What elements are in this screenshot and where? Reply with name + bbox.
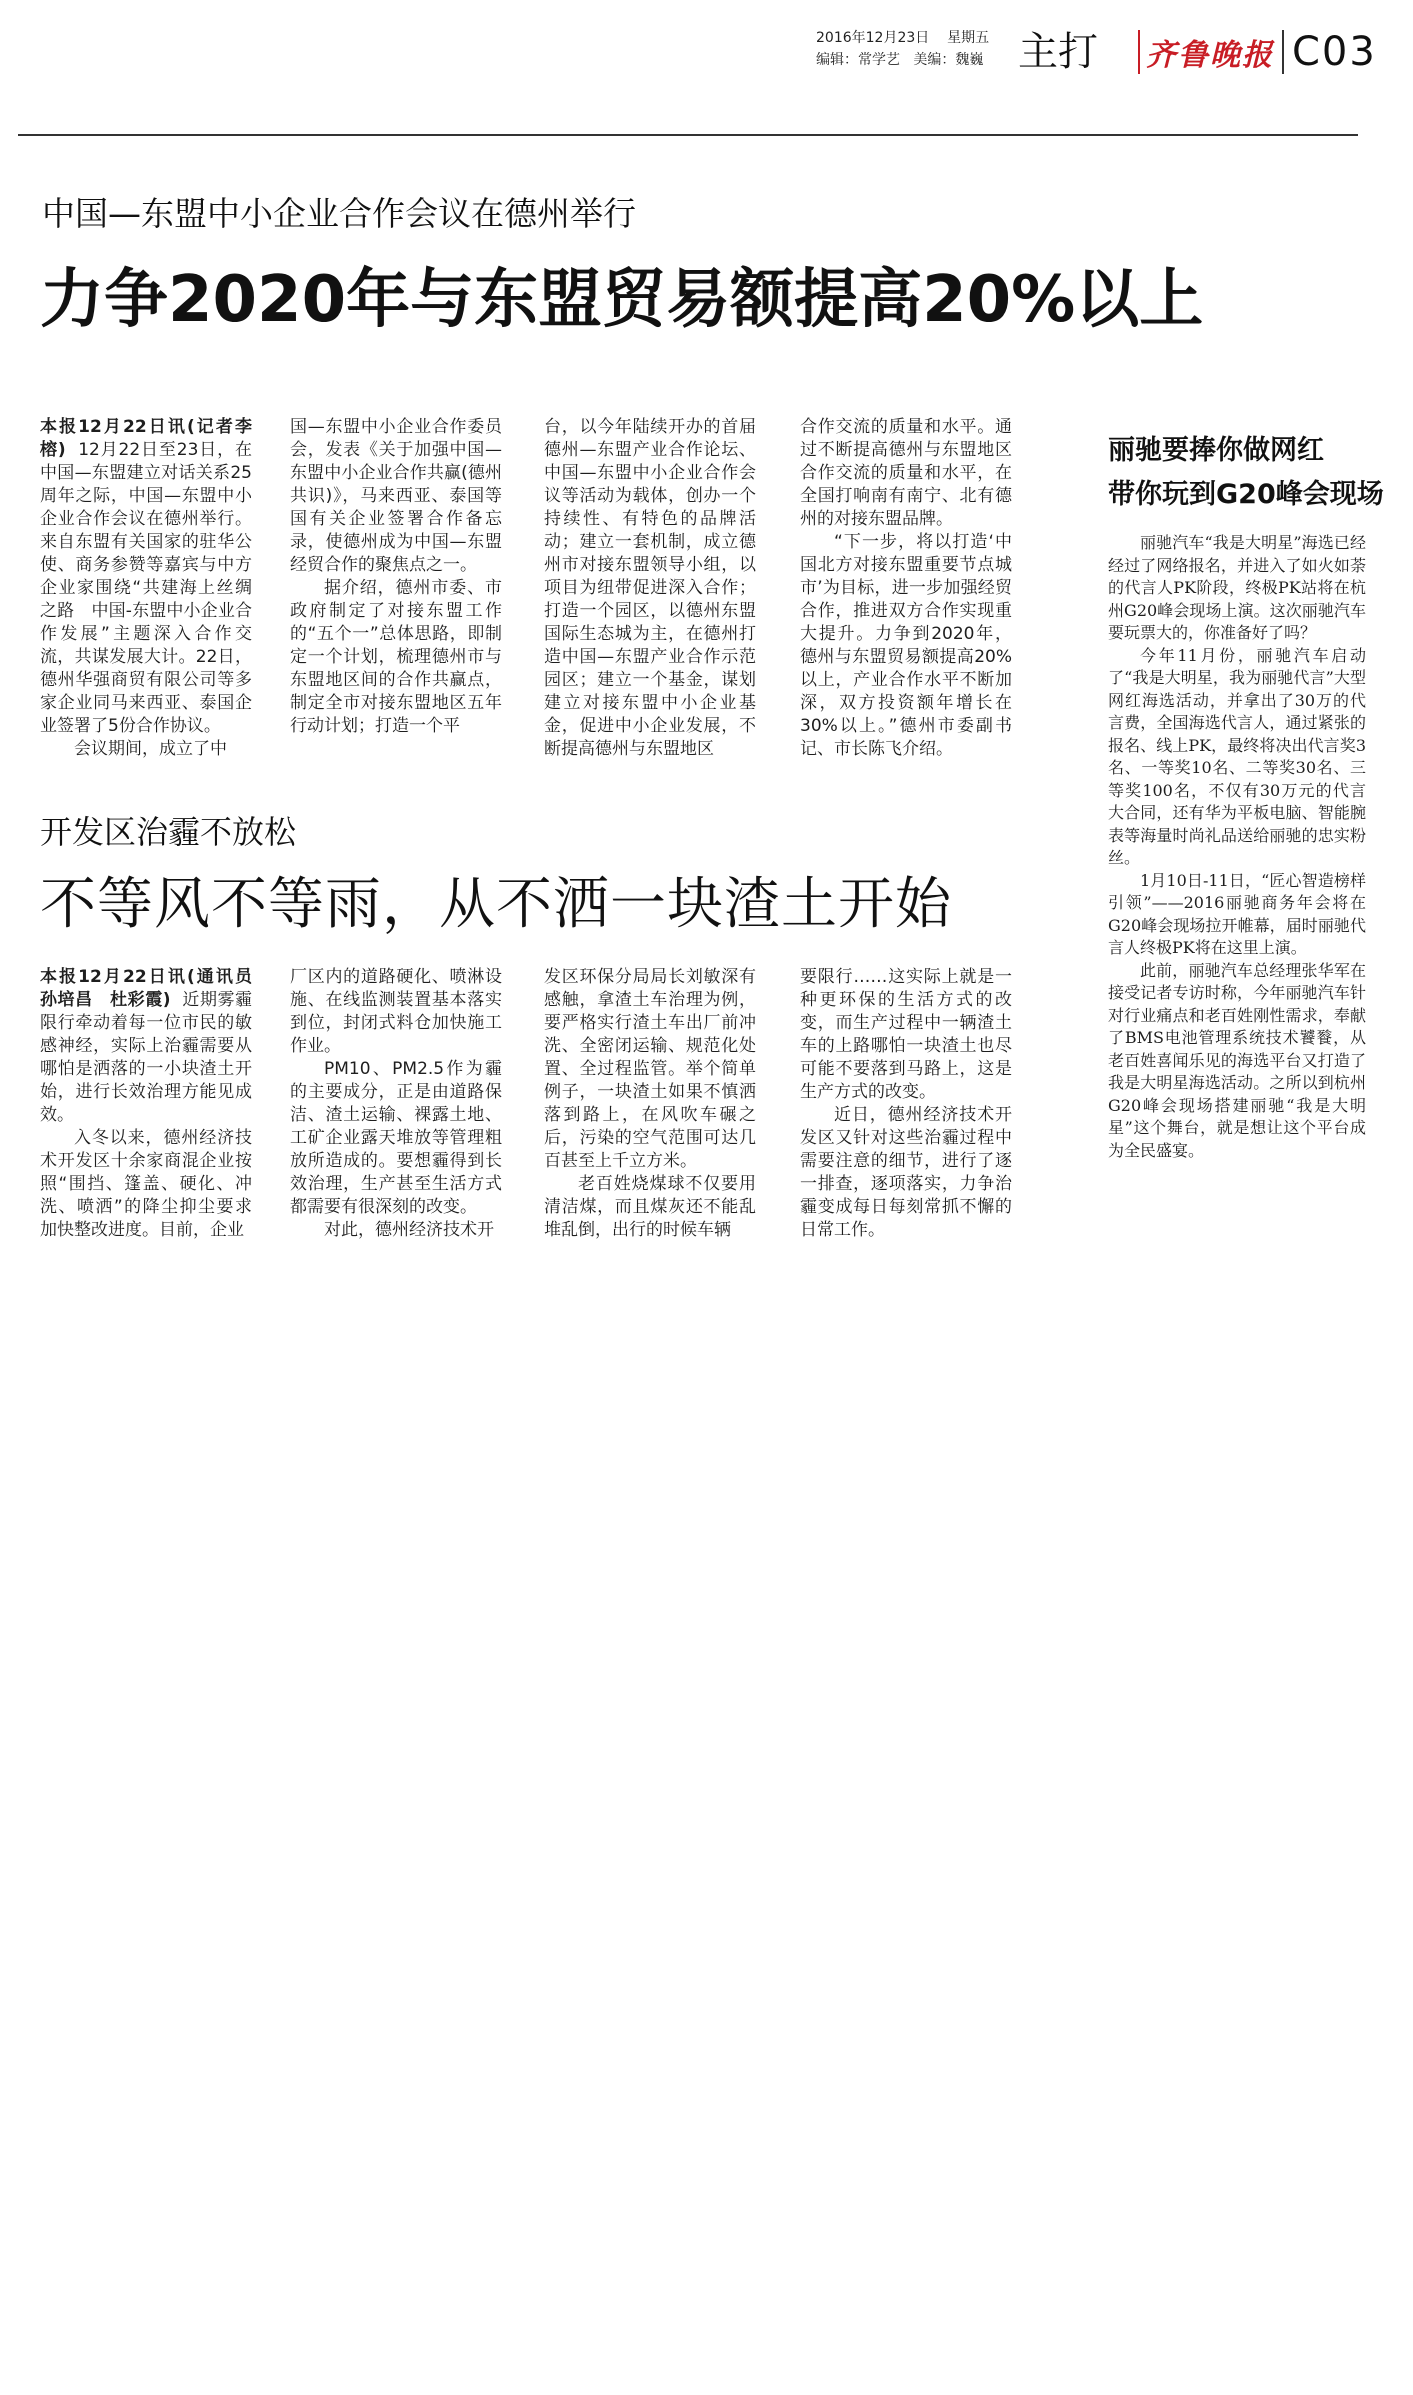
article2-paragraph: 入冬以来，德州经济技术开发区十余家商混企业按照“围挡、篷盖、硬化、冲洗、喷洒”的降尘抑尘要求加快整改进度。目前，企业 xyxy=(40,1128,252,1240)
article2-paragraph: 要限行……这实际上就是一种更环保的生活方式的改变，而生产过程中一辆渣土车的上路哪怕一块渣土也尽可能不要落到马路上，这是生产方式的改变。 xyxy=(800,967,1012,1102)
sidebar-paragraph: 此前，丽驰汽车总经理张华军在接受记者专访时称，今年丽驰汽车针对行业痛点和老百姓刚性需求，奉献了BMS电池管理系统技术饕餮，从老百姓喜闻乐见的海选平台又打造了我是大明星海选活动。之所以到杭州G20峰会现场搭建丽驰“我是大明星”这个舞台，就是想让这个平台成为全民盛宴。 xyxy=(1108,960,1366,1160)
article1-byline: 本报12月22日讯(记者李榕) xyxy=(40,417,252,460)
editor-credit: 编辑：常学艺 xyxy=(816,52,900,68)
paper-logo: 齐鲁晚报 xyxy=(1146,38,1274,73)
article2-column-4 xyxy=(800,966,1012,1242)
article2-headline: 不等风不等雨，从不洒一块渣土开始 xyxy=(40,872,952,937)
article2-column-2 xyxy=(290,966,502,1242)
article1-paragraph: 12月22日至23日，在中国—东盟建立对话关系25周年之际，中国—东盟中小企业合作会议在德州举行。来自东盟有关国家的驻华公使、商务参赞等嘉宾与中方企业家围绕“共建海上丝绸之路 中国-东盟中小企业合作发展”主题深入合作交流，共谋发展大计。22日，德州华强商贸有限公司等多家企业同马来西亚、泰国企业签署了5份合作协议。 xyxy=(40,440,252,736)
sidebar-body xyxy=(1108,532,1366,1162)
article2-paragraph: 近期雾霾限行牵动着每一位市民的敏感神经，实际上治霾需要从哪怕是洒落的一小块渣土开始，进行长效治理方能见成效。 xyxy=(40,990,253,1125)
article2-paragraph: 发区环保分局局长刘敏深有感触，拿渣土车治理为例，要严格实行渣土车出厂前冲洗、全密闭运输、规范化处置、全过程监管。举个简单例子，一块渣土如果不慎洒落到路上，在风吹车碾之后，污染的空气范围可达几百甚至上千立方米。 xyxy=(544,967,756,1171)
article1-paragraph: 台，以今年陆续开办的首届德州—东盟产业合作论坛、中国—东盟中小企业合作会议等活动为载体，创办一个持续性、有特色的品牌活动；建立一套机制，成立德州市对接东盟领导小组，以项目为纽带促进深入合作；打造一个园区，以德州东盟国际生态城为主，在德州打造中国—东盟产业合作示范园区；建立一个基金，谋划建立对接东盟中小企业基金，促进中小企业发展，不断提高德州与东盟地区 xyxy=(544,417,756,759)
article1-headline: 力争2020年与东盟贸易额提高20%以上 xyxy=(40,263,1204,337)
article2-kicker: 开发区治霾不放松 xyxy=(40,813,297,851)
article2-paragraph: 对此，德州经济技术开 xyxy=(324,1220,494,1240)
section-label: 主打 xyxy=(1018,29,1098,75)
issue-weekday: 星期五 xyxy=(947,30,990,46)
article2-byline: 本报12月22日讯(通讯员 孙培昌 杜彩霞) xyxy=(40,967,252,1010)
page-number: C03 xyxy=(1292,29,1377,75)
article1-kicker: 中国—东盟中小企业合作会议在德州举行 xyxy=(42,194,636,233)
header-rule xyxy=(18,134,1358,136)
designer-credit: 美编：魏巍 xyxy=(913,52,984,68)
article1-paragraph: “下一步，将以打造‘中国北方对接东盟重要节点城市’为目标，进一步加强经贸合作，推进双方合作实现重大提升。力争到2020年，德州与东盟贸易额提高20%以上，产业合作水平不断加深，双方投资额年增长在30%以上。”德州市委副书记、市长陈飞介绍。 xyxy=(800,532,1012,759)
article1-paragraph: 会议期间，成立了中 xyxy=(74,739,227,759)
article2-column-3 xyxy=(544,966,756,1242)
article1-column-4 xyxy=(800,416,1012,761)
article1-paragraph: 国—东盟中小企业合作委员会，发表《关于加强中国—东盟中小企业合作共赢(德州共识)》，马来西亚、泰国等国有关企业签署合作备忘录，使德州成为中国—东盟经贸合作的聚焦点之一。 xyxy=(290,417,502,575)
article2-column-1 xyxy=(40,966,252,1242)
article2-paragraph: 近日，德州经济技术开发区又针对这些治霾过程中需要注意的细节，进行了逐一排查，逐项落实，力争治霾变成每日每刻常抓不懈的日常工作。 xyxy=(800,1105,1012,1240)
article1-column-2 xyxy=(290,416,502,738)
article1-column-3 xyxy=(544,416,756,761)
sidebar-paragraph: 1月10日-11日，“匠心智造榜样引领”——2016丽驰商务年会将在G20峰会现场拉开帷幕，届时丽驰代言人终极PK将在这里上演。 xyxy=(1108,870,1366,957)
sidebar-paragraph: 今年11月份，丽驰汽车启动了“我是大明星，我为丽驰代言”大型网红海选活动，并拿出了30万的代言费，全国海选代言人，通过紧张的报名、线上PK，最终将决出代言奖3名、一等奖10名、二等奖30名、三等奖100名，不仅有30万元的代言大合同，还有华为平板电脑、智能腕表等海量时尚礼品送给丽驰的忠实粉丝。 xyxy=(1108,645,1366,867)
sidebar-title-line-2: 带你玩到G20峰会现场 xyxy=(1108,479,1384,510)
header-divider-2 xyxy=(1282,30,1284,74)
article2-paragraph: 厂区内的道路硬化、喷淋设施、在线监测装置基本落实到位，封闭式料仓加快施工作业。 xyxy=(290,967,502,1056)
article1-column-1 xyxy=(40,416,252,761)
article2-paragraph: 老百姓烧煤球不仅要用清洁煤，而且煤灰还不能乱堆乱倒，出行的时候车辆 xyxy=(544,1174,756,1240)
article2-paragraph: PM10、PM2.5作为霾的主要成分，正是由道路保洁、渣土运输、裸露土地、工矿企业露天堆放等管理粗放所造成的。要想霾得到长效治理，生产甚至生活方式都需要有很深刻的改变。 xyxy=(290,1059,502,1217)
sidebar-title-line-1: 丽驰要捧你做网红 xyxy=(1108,435,1324,466)
sidebar-paragraph: 丽驰汽车“我是大明星”海选已经经过了网络报名，并进入了如火如荼的代言人PK阶段，终极PK站将在杭州G20峰会现场上演。这次丽驰汽车要玩票大的，你准备好了吗？ xyxy=(1108,533,1366,642)
header-divider xyxy=(1138,30,1140,74)
issue-date: 2016年12月23日 xyxy=(816,30,930,46)
editor-line xyxy=(816,50,983,70)
article1-paragraph: 据介绍，德州市委、市政府制定了对接东盟工作的“五个一”总体思路，即制定一个计划，梳理德州市与东盟地区间的合作共赢点，制定全市对接东盟地区五年行动计划；打造一个平 xyxy=(290,578,502,736)
issue-date-line xyxy=(816,28,989,48)
article1-paragraph: 合作交流的质量和水平。通过不断提高德州与东盟地区合作交流的质量和水平，在全国打响南有南宁、北有德州的对接东盟品牌。 xyxy=(800,417,1012,529)
